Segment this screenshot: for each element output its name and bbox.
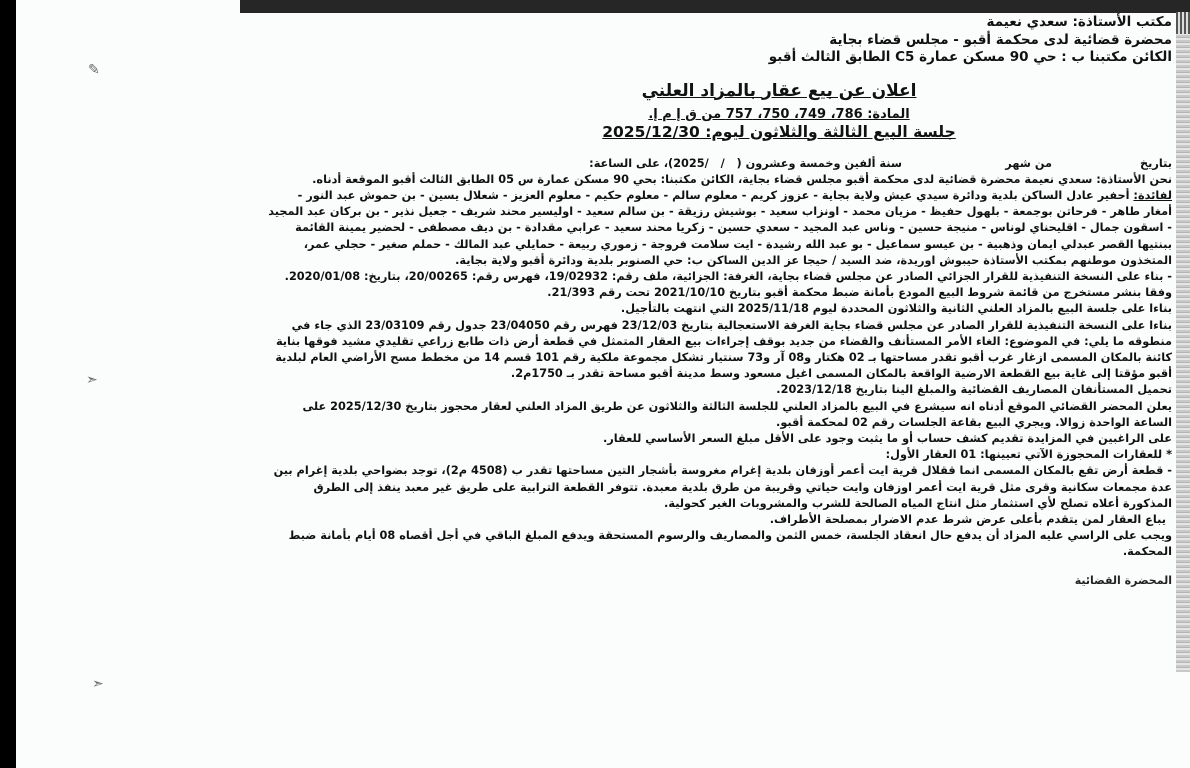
binder-hole-mark-icon: ➣: [92, 676, 104, 692]
paragraph-property-heading: * للعقارات المحجوزة الآتي تعيينها: 01 العقار الأول:: [885, 448, 1172, 462]
beneficiaries-paragraph: [266, 188, 1172, 269]
document-title: اعلان عن بيع عقار بالمزاد العلني: [641, 80, 917, 101]
intro-paragraph: نحن الأستاذة: سعدي نعيمة محضرة قضائية لدى محكمة أقبو مجلس قضاء بجاية، الكائن مكتبنا: بحي 90 مسكن عمارة س 05 الطابق الثالث أقبو الموقعة أدناه.: [312, 172, 1172, 186]
office-name: مكتب الأستاذة: سعدي نعيمة: [986, 14, 1172, 30]
scan-top-bar: [240, 0, 1190, 13]
office-role: محضرة قضائية لدى محكمة أقبو - مجلس قضاء بجاية: [829, 31, 1172, 48]
paragraph-highest-bid: يباع العقار لمن يتقدم بأعلى عرض شرط عدم الاضرار بمصلحة الأطراف.: [769, 512, 1166, 526]
paragraph-sale-announcement: يعلن المحضر القضائي الموقع أدناه انه سيشرع في البيع بالمزاد العلني للجلسة الثالثة والثلاثون عن طريق المزاد العلني لعقار محجوز بتاريخ 2025/12/30 على الساعة الواحدة زوالا. ويجري البيع بقاعة الجلسات رقم 02 لمحكمة أقبو.: [302, 399, 1172, 429]
auction-notice-document: [266, 14, 1172, 589]
paragraph-urgent-decision: بناءا على النسخة التنفيذية للقرار الصادر عن مجلس قضاء بجاية الغرفة الاستعجالية بتاريخ 23/12/03 فهرس رقم 23/04050 جدول رقم 23/03109 الذي جاء في منطوقه ما يلي: في الموضوع: الغاء الأمر المستأنف والقضاء من جديد بوقف إجراءات بيع العقار المتمثل في قطعة أرض ذات طابع زراعي تقليدي مشيد فوقها بناية كائنة بالمكان المسمى ازغار غرب أقبو تقدر مساحتها بـ 02 هكتار و08 آر و73 سنتيار تشكل مجموعة ملكية رقم 101 قسم 14 من مخطط مسح الأراضي العام لبلدية أقبو مؤقتا إلى غاية بيع القطعة الارضية الواقعة بالمكان المسمى اغيل مسعود وسط مدينة أقبو مساحة تقدر بـ 1750م2.: [275, 318, 1172, 381]
binder-hole-mark-icon: ➣: [86, 372, 98, 388]
date-part-month: من شهر: [1005, 156, 1052, 170]
paragraph-property-description: - قطعة أرض تقع بالمكان المسمى انما ققلال قرية ايت أعمر أوزفان بلدية إغرام مغروسة بأشجار التين مساحتها تقدر ب (4508 م2)، توجد بضواحي بلدية إغرام بين عدة مجمعات سكانية وقرى مثل قرية ايت أعمر اوزفان وايت حياتي وقريبة من طرق بلدية معبدة. تتوفر القطعة الترابية على طريق غير معبد ينفذ إلى الطرق المذكورة أعلاه تصلح لأي استثمار مثل انتاج المياه الصالحة للشرب والمشروبات الغير كحولية.: [273, 464, 1172, 510]
title-block: [266, 80, 1172, 142]
paragraph-previous-session: بناءا على جلسة البيع بالمزاد العلني الثانية والثلاثون المحددة ليوم 2025/11/18 التي انتهت بالتأجيل.: [620, 302, 1172, 316]
paragraph-costs: تحميل المستأنفان المصاريف القضائية والمبلغ الينا بتاريخ 2023/12/18.: [776, 383, 1172, 397]
paragraph-payment-terms: ويجب على الراسي عليه المزاد أن يدفع حال انعقاد الجلسة، خمس الثمن والمصاريف والرسوم المستحقة ويدفع المبلغ الباقي في أجل أقصاه 08 أيام بأمانة ضبط المحكمة.: [288, 529, 1172, 559]
scan-left-border: [0, 0, 16, 768]
office-address: الكائن مكتبنا ب : حي 90 مسكن عمارة C5 الطابق الثالث أقبو: [768, 49, 1172, 65]
paragraph-publication: وفقا بنشر مستخرج من قائمة شروط البيع المودع بأمانة ضبط محكمة أقبو بتاريخ 2021/10/10 تحت رقم 21/393.: [547, 286, 1172, 300]
date-part-year: سنة ألفين وخمسة وعشرون ( / /2025)، على الساعة:: [589, 156, 902, 170]
paragraph-bidder-requirements: على الراغبين في المزايدة تقديم كشف حساب أو ما يثبت وجود على الأقل مبلغ السعر الأساسي للعقار.: [602, 431, 1172, 445]
paragraph-court-decision: - بناء على النسخة التنفيذية للقرار الجزائي الصادر عن مجلس قضاء بجاية، الغرفة: الجزائية، ملف رقم: 19/02932، فهرس رقم: 20/00265، بتاريخ: 2020/01/08.: [284, 269, 1172, 283]
session-date: جلسة البيع الثالثة والثلاثون ليوم: 2025/12/30: [602, 122, 956, 141]
legal-articles: المادة: 786، 749، 750، 757 من ق إ م إ.: [648, 106, 910, 122]
date-line: [266, 156, 1172, 172]
qr-code-icon: [1176, 12, 1190, 34]
beneficiaries-list: أحفير عادل الساكن بلدية ودائرة سيدي عيش ولاية بجاية - عزوز كريم - معلوم سالم - معلوم حكيم - معلوم العزيز - شعلال يسين - بن حموش عبد النور - أمغار طاهر - فرحاتن بوجمعة - بلهول حفيظ - مزيان محمد - اونزاب سعيد - بوشيش رزيقة - بن سالم سعيد - اوليسير محند شريف - جعيل نذير - بن بركان عبد المجيد - اسقون جمال - اقليحناي لوناس - منيجة حسين - وناس عبد المجيد - سعدي حسين - زكريا محند سعيد - عرابي مقدادة - بن ديف مصطفى - لحضير يمينة القائمة ببنتيها القصر عبدلي ايمان وذهبية - بن عيسو سماعيل - بو عبد الله رشيدة - ايت سلامت فروجة - زموري ربيعة - حمايلي عبد المالك - حملم صغير - حجلي عمر، المتخذون موطنهم بمكتب الأستاذة حيبوش اوريدة، ضد السيد / حيجا عز الدين الساكن ب: حي الصنوبر بلدية ودائرة أقبو ولاية بجاية.: [268, 188, 1172, 267]
binder-hole-mark-icon: ✎: [88, 62, 100, 78]
beneficiary-label: لفائدة:: [1133, 188, 1172, 202]
signature: المحضرة القضائية: [1074, 573, 1172, 587]
scan-right-edge: [1176, 12, 1190, 672]
date-part-day: بتاريخ: [1140, 156, 1172, 170]
